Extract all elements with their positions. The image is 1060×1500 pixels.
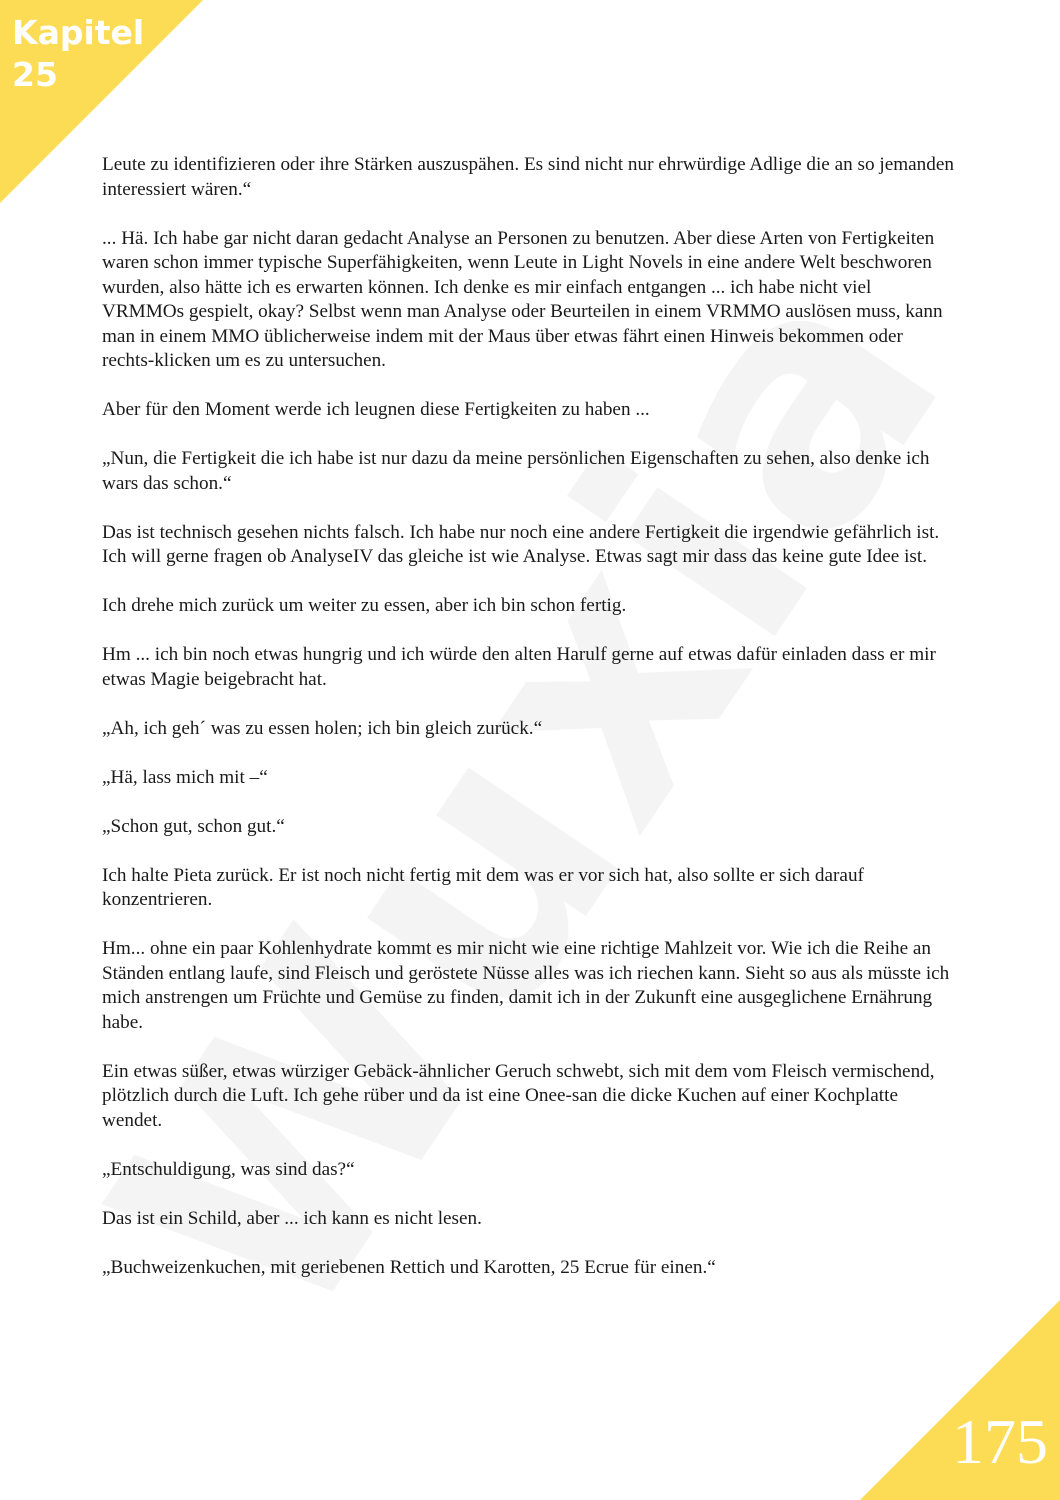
paragraph: Ein etwas süßer, etwas würziger Gebäck-ähnlicher Geruch schwebt, sich mit dem vom Fleisch vermischend, plötzlich durch die Luft. Ich gehe rüber und da ist eine Onee-san die dicke Kuchen auf einer Kochplatte wendet. [102,1060,935,1131]
paragraph: Ich drehe mich zurück um weiter zu essen, aber ich bin schon fertig. [102,595,627,616]
page-body [102,153,954,1305]
chapter-number: 25 [12,55,58,94]
paragraph: Leute zu identifizieren oder ihre Stärken auszuspähen. Es sind nicht nur ehrwürdige Adlige die an so jemanden interessiert wären.“ [102,154,954,200]
paragraph: „Buchweizenkuchen, mit geriebenen Rettich und Karotten, 25 Ecrue für einen.“ [102,1256,716,1278]
paragraph: Aber für den Moment werde ich leugnen diese Fertigkeiten zu haben ... [102,399,650,420]
paragraph: Hm... ohne ein paar Kohlenhydrate kommt es mir nicht wie eine richtige Mahlzeit vor. Wie ich die Reihe an Ständen entlang laufe, sind Fleisch und geröstete Nüsse alles was ich riechen kann. Sieht so aus als müsste ich mich anstrengen um Früchte und Gemüse zu finden, damit ich in der Zukunft eine ausgeglichene Ernährung habe. [102,938,950,1033]
chapter-word: Kapitel [12,13,145,52]
paragraph: Ich halte Pieta zurück. Er ist noch nicht fertig mit dem was er vor sich hat, also sollte er sich darauf konzentrieren. [102,864,864,910]
page-number: 175 [952,1406,1048,1477]
paragraph: „Entschuldigung, was sind das?“ [102,1158,355,1180]
paragraph: Das ist technisch gesehen nichts falsch. Ich habe nur noch eine andere Fertigkeit die irgendwie gefährlich ist. Ich will gerne fragen ob AnalyseIV das gleiche ist wie Analyse. Etwas sagt mir dass das keine gute Idee ist. [102,521,940,567]
paragraph: Das ist ein Schild, aber ... ich kann es nicht lesen. [102,1207,482,1229]
chapter-label [12,12,144,96]
paragraph: „Nun, die Fertigkeit die ich habe ist nur dazu da meine persönlichen Eigenschaften zu sehen, also denke ich wars das schon.“ [102,448,930,494]
paragraph: „Hä, lass mich mit –“ [102,766,268,788]
paragraph: Hm ... ich bin noch etwas hungrig und ich würde den alten Harulf gerne auf etwas dafür einladen dass er mir etwas Magie beigebracht hat. [102,644,936,690]
paragraph: „Schon gut, schon gut.“ [102,815,285,837]
paragraph: „Ah, ich geh´ was zu essen holen; ich bin gleich zurück.“ [102,717,543,739]
paragraph: ... Hä. Ich habe gar nicht daran gedacht Analyse an Personen zu benutzen. Aber diese Arten von Fertigkeiten waren schon immer typische Superfähigkeiten, wenn Leute in Light Novels in eine andere Welt beschworen wurden, also hätte ich es erwarten können. Ich denke es mir einfach entgangen ... ich habe nicht viel VRMMOs gespielt, okay? Selbst wenn man Analyse oder Beurteilen in einem VRMMO auslösen muss, kann man in einem MMO üblicherweise indem mit der Maus über etwas fährt einen Hinweis bekommen oder rechts-klicken um es zu untersuchen. [102,227,943,371]
